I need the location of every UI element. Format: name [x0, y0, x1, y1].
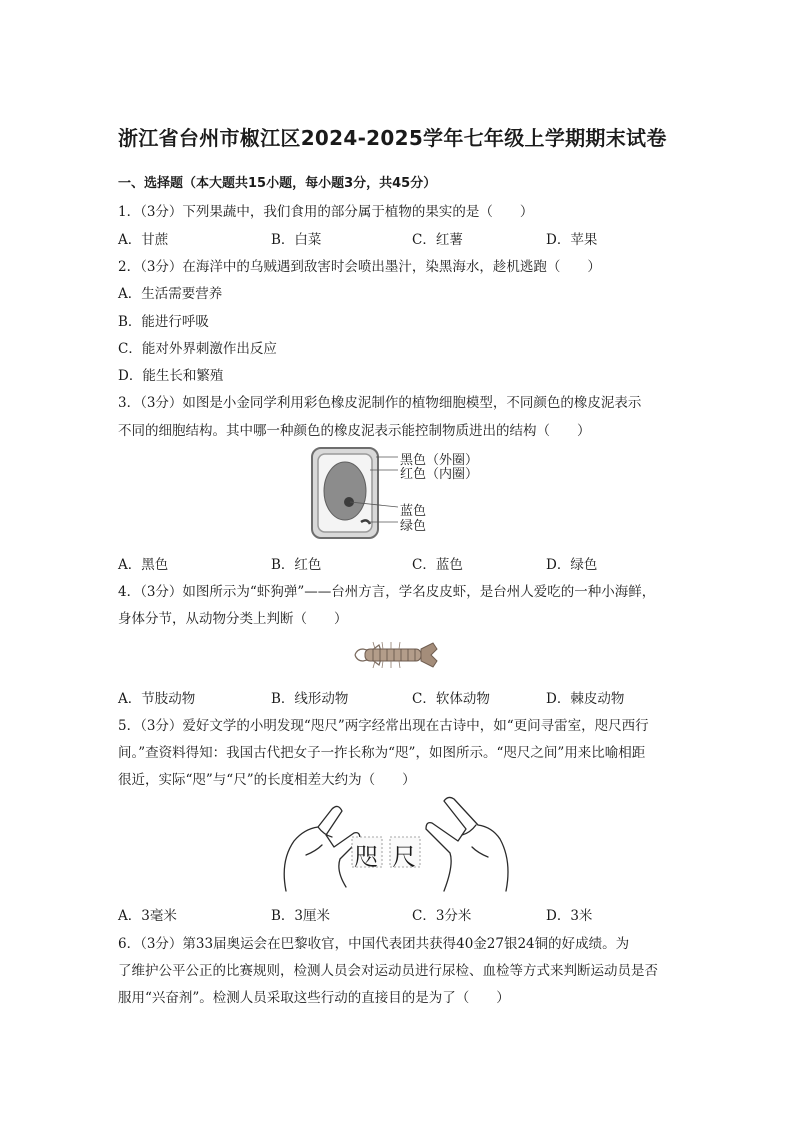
q5-option-d: D．3米: [546, 908, 593, 924]
question-2-stem: 2．（3分）在海洋中的乌贼遇到敌害时会喷出墨汁，染黑海水，趁机逃跑（ ）: [118, 259, 601, 275]
q4-option-b: B．线形动物: [271, 691, 349, 707]
question-5-stem-line1: 5．（3分）爱好文学的小明发现“咫尺”两字经常出现在古诗中，如“更问寻雷室，咫尺西行: [118, 718, 649, 734]
label-black-outer: 黑色（外圈）: [400, 453, 479, 468]
question-3-stem-line1: 3．（3分）如图是小金同学利用彩色橡皮泥制作的植物细胞模型，不同颜色的橡皮泥表示: [118, 395, 642, 411]
q3-option-c: C．蓝色: [412, 557, 463, 573]
q3-option-b: B．红色: [271, 557, 322, 573]
q5-option-c: C．3分米: [412, 908, 472, 924]
chi-character: 尺: [392, 843, 416, 871]
page-title: 浙江省台州市椒江区2024-2025学年七年级上学期期末试卷: [118, 126, 667, 150]
plant-cell-model-figure: [306, 444, 486, 544]
label-blue: 蓝色: [400, 504, 427, 519]
q3-option-d: D．绿色: [546, 557, 598, 573]
zhi-chi-hands-figure: [276, 795, 516, 895]
question-5-stem-line3: 很近，实际“咫”与“尺”的长度相差大约为（ ）: [118, 772, 416, 788]
q2-option-d: D．能生长和繁殖: [118, 368, 224, 384]
q5-option-b: B．3厘米: [271, 908, 331, 924]
zhi-character: 咫: [354, 843, 378, 871]
label-red-inner: 红色（内圈）: [400, 467, 479, 482]
question-3-stem-line2: 不同的细胞结构。其中哪一种颜色的橡皮泥表示能控制物质进出的结构（ ）: [118, 423, 591, 439]
question-6-stem-line1: 6．（3分）第33届奥运会在巴黎收官，中国代表团共获得40金27银24铜的好成绩。为: [118, 936, 630, 952]
question-4-stem-line2: 身体分节，从动物分类上判断（ ）: [118, 611, 348, 627]
q4-option-a: A．节肢动物: [118, 691, 196, 707]
question-6-stem-line2: 了维护公平公正的比赛规则，检测人员会对运动员进行尿检、血检等方式来判断运动员是否: [118, 963, 658, 979]
q1-option-b: B．白菜: [271, 232, 322, 248]
q1-option-c: C．红薯: [412, 232, 463, 248]
mantis-shrimp-image: [351, 635, 441, 675]
q1-option-a: A．甘蔗: [118, 232, 169, 248]
q2-option-b: B．能进行呼吸: [118, 314, 209, 330]
q4-option-c: C．软体动物: [412, 691, 490, 707]
q1-option-d: D．苹果: [546, 232, 598, 248]
question-4-stem-line1: 4．（3分）如图所示为“虾狗弹”——台州方言，学名皮皮虾，是台州人爱吃的一种小海鲜，: [118, 584, 656, 600]
q3-option-a: A．黑色: [118, 557, 169, 573]
q2-option-a: A．生活需要营养: [118, 286, 223, 302]
question-6-stem-line3: 服用“兴奋剂”。检测人员采取这些行动的直接目的是为了（ ）: [118, 990, 510, 1006]
q5-option-a: A．3毫米: [118, 908, 177, 924]
section-heading: 一、选择题（本大题共15小题，每小题3分，共45分）: [118, 176, 437, 191]
question-1-stem: 1．（3分）下列果蔬中，我们食用的部分属于植物的果实的是（ ）: [118, 204, 534, 220]
question-5-stem-line2: 间。”查资料得知：我国古代把女子一拃长称为“咫”，如图所示。“咫尺之间”用来比喻相距: [118, 745, 646, 761]
q4-option-d: D．棘皮动物: [546, 691, 625, 707]
label-green: 绿色: [400, 519, 427, 534]
mantis-shrimp-figure: [351, 635, 441, 675]
q2-option-c: C．能对外界刺激作出反应: [118, 341, 277, 357]
